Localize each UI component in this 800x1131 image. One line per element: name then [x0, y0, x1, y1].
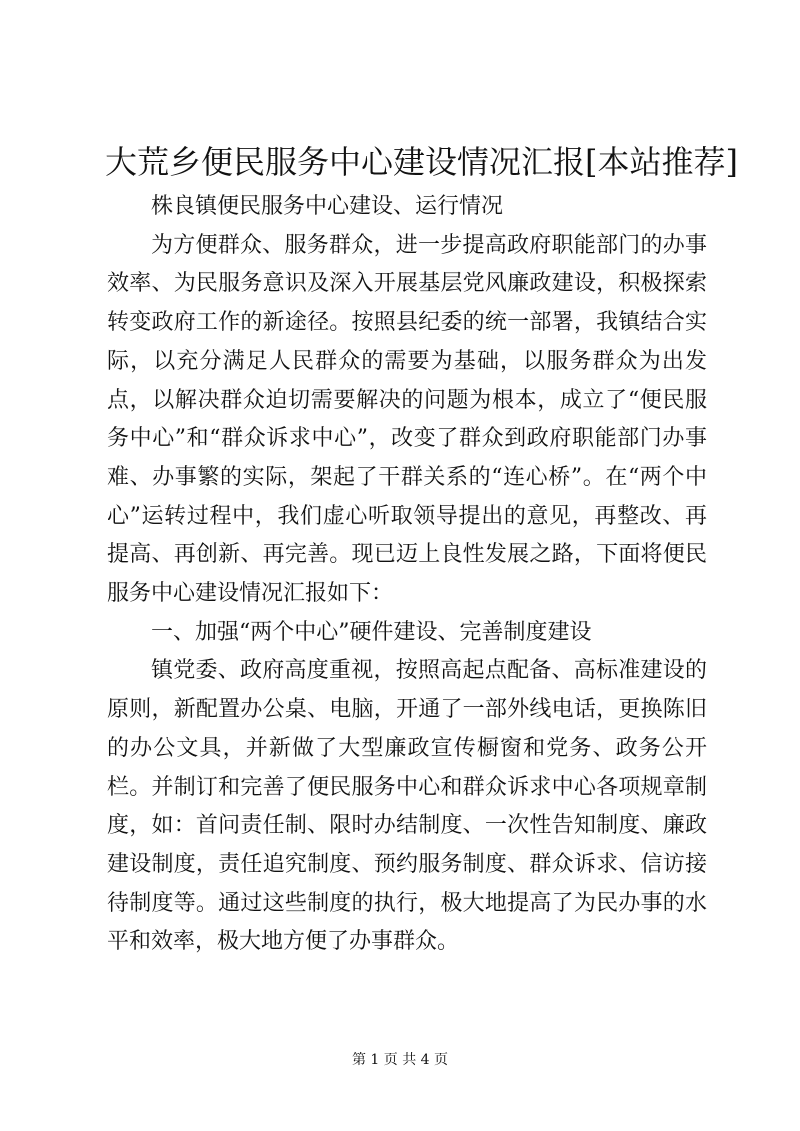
- document-body: [107, 188, 707, 962]
- paragraph-section-heading: 一、加强“两个中心”硬件建设、完善制度建设: [151, 619, 592, 645]
- document-title: 大荒乡便民服务中心建设情况汇报[本站推荐]: [105, 143, 738, 181]
- paragraph-section-body: 镇党委、政府高度重视，按照高起点配备、高标准建设的原则，新配置办公桌、电脑，开通了一部外线电话，更换陈旧的办公文具，并新做了大型廉政宣传橱窗和党务、政务公开栏。并制订和完善了便民服务中心和群众诉求中心各项规章制度，如：首问责任制、限时办结制度、一次性告知制度、廉政建设制度，责任追究制度、预约服务制度、群众诉求、信访接待制度等。通过这些制度的执行，极大地提高了为民办事的水平和效率，极大地方便了办事群众。: [107, 658, 707, 955]
- paragraph-subtitle: 株良镇便民服务中心建设、运行情况: [151, 194, 504, 219]
- paragraph-intro: 为方便群众、服务群众，进一步提高政府职能部门的办事效率、为民服务意识及深入开展基层党风廉政建设，积极探索转变政府工作的新途径。按照县纪委的统一部署，我镇结合实际，以充分满足人民群众的需要为基础，以服务群众为出发点，以解决群众迫切需要解决的问题为根本，成立了“便民服务中心”和“群众诉求中心”，改变了群众到政府职能部门办事难、办事繁的实际，架起了干群关系的“连心桥”。在“两个中心”运转过程中，我们虚心听取领导提出的意见，再整改、再提高、再创新、再完善。现已迈上良性发展之路，下面将便民服务中心建设情况汇报如下：: [107, 232, 707, 607]
- page-footer: 第 1 页 共 4 页: [351, 1052, 449, 1068]
